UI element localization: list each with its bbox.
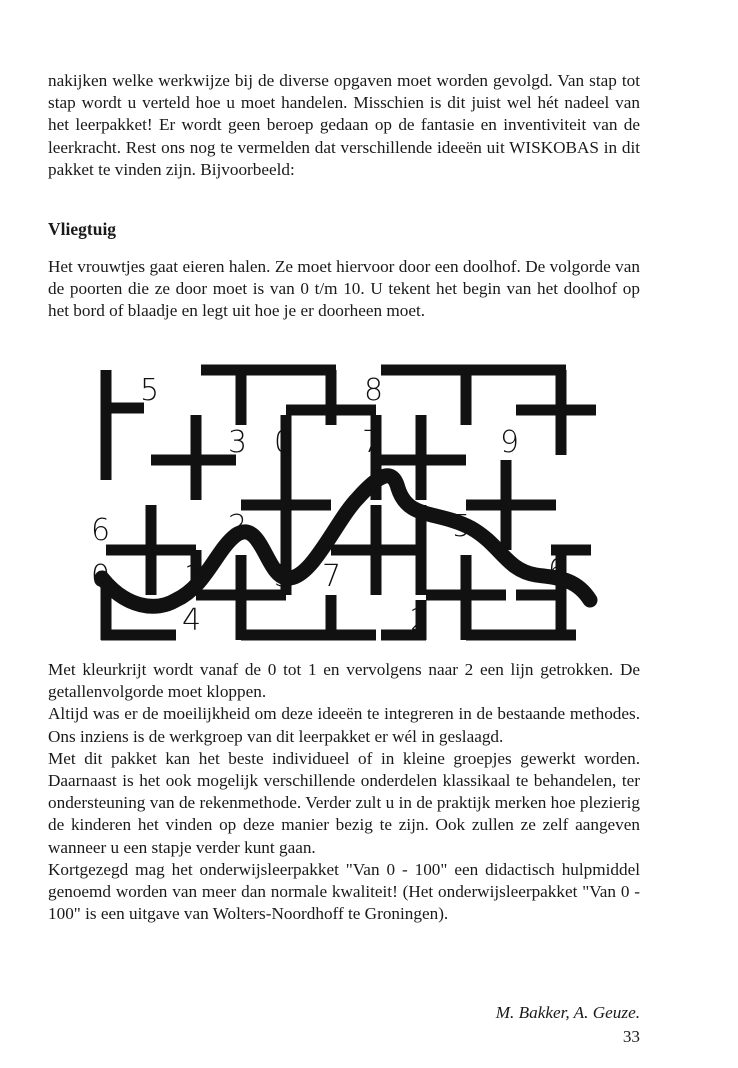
maze-label: 3 — [228, 425, 248, 460]
body-paragraphs — [48, 659, 640, 925]
maze-intro-paragraph — [48, 256, 640, 323]
paragraph: Kortgezegd mag het onderwijsleerpakket "Van 0 - 100" een didactisch hulpmiddel genoemd worden van meer dan normale kwaliteit! (Het onderwijsleerpakket "Van 0 - 100" is een uitgave van Wolters-Noordhoff te Groningen). — [48, 859, 640, 924]
maze-label: 5 — [452, 509, 472, 544]
author-signature: M. Bakker, A. Geuze. — [495, 1003, 640, 1022]
maze-label: 6 — [548, 553, 568, 588]
maze-label: 4 — [182, 603, 202, 638]
maze-label: 7 — [362, 425, 382, 460]
maze-solution-path — [102, 476, 590, 607]
paragraph: Altijd was er de moeilijkheid om deze ideeën te integreren in de bestaande methodes. Ons inziens is de werkgroep van dit leerpakket er wél in geslaagd. — [48, 704, 640, 746]
maze-intro-text: Het vrouwtjes gaat eieren halen. Ze moet hiervoor door een doolhof. De volgorde van de poorten die ze door moet is van 0 t/m 10. U tekent het begin van het doolhof op het bord of blaadje en legt uit hoe je er doorheen moet. — [48, 257, 640, 321]
maze-figure — [91, 360, 592, 648]
intro-text: nakijken welke werkwijze bij de diverse opgaven moet worden gevolgd. Van stap tot stap wordt u verteld hoe u moet handelen. Misschien is dit juist wel hét nadeel van het leerpakket! Er wordt geen beroep gedaan op de fantasie en inventiviteit van de leerkracht. Rest ons nog te vermelden dat verschillende ideeën uit WISKOBAS in dit pakket te vinden zijn. Bijvoorbeeld: — [48, 71, 640, 179]
paragraph: Met kleurkrijt wordt vanaf de 0 tot 1 en vervolgens naar 2 een lijn getrokken. De getallenvolgorde moet kloppen. — [48, 660, 640, 702]
maze-label: 0 — [91, 559, 111, 594]
maze-label: 9 — [500, 425, 520, 460]
maze-label: 2 — [228, 509, 248, 544]
maze-label: 5 — [140, 373, 160, 408]
maze-label: 7 — [322, 559, 342, 594]
maze-label: 1 — [184, 559, 204, 594]
paragraph: Met dit pakket kan het beste individueel of in kleine groepjes gewerkt worden. Daarnaast is het ook mogelijk verschillende onderdelen klassikaal te behandelen, ter ondersteuning van de rekenmethode. Verder zult u in de praktijk merken hoe plezierig de kinderen het vinden op deze manier bezig te zijn. Ook zullen ze zelf aangeven wanneer u een stapje verder kunt gaan. — [48, 748, 640, 857]
maze-label: 4 — [364, 465, 384, 500]
section-heading: Vliegtuig — [48, 219, 117, 239]
maze-label: 8 — [364, 373, 384, 408]
page-number: 33 — [622, 1027, 640, 1046]
maze-label: 2 — [410, 603, 430, 638]
maze-label: 0 — [274, 425, 294, 460]
intro-paragraph — [48, 70, 640, 181]
maze-label: 6 — [91, 513, 111, 548]
maze-label: 3 — [274, 559, 294, 594]
